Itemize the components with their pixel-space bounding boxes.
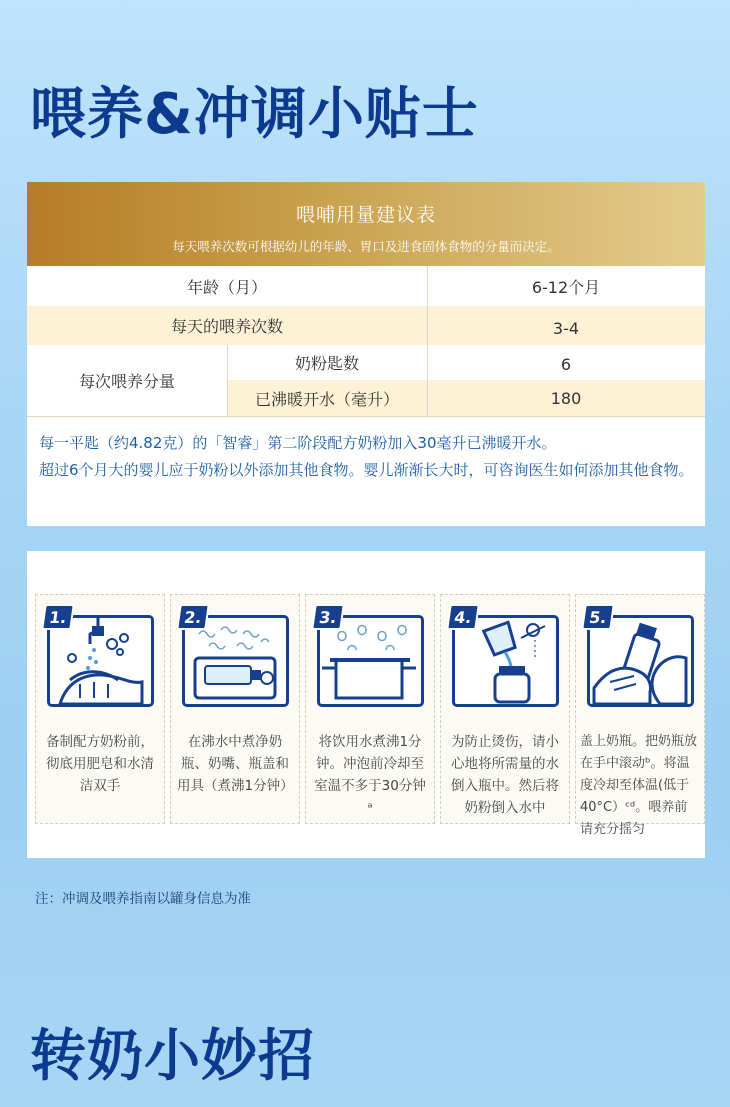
table-row [27, 266, 705, 306]
feeds-label: 每天的喂养次数 [170, 317, 283, 336]
water-label: 已沸暖开水（毫升） [254, 389, 399, 409]
step-item [305, 594, 435, 824]
page-title: 喂养&冲调小贴士 [30, 82, 479, 147]
step-caption: 备制配方奶粉前，彻底用肥皂和水清洁双手 [46, 734, 154, 794]
feeds-value: 3-4 [552, 319, 580, 338]
portion-label: 每次喂养分量 [27, 345, 227, 416]
note-line: 超过6个月大的婴儿应于奶粉以外添加其他食物。婴儿渐渐长大时，可咨询医生如何添加其他食物。 [39, 461, 694, 479]
step-item [575, 594, 705, 837]
step-item [35, 594, 165, 824]
preparation-steps-card [27, 551, 705, 858]
step-number-badge: 4. [446, 604, 480, 630]
step-caption: 将饮用水煮沸1分钟。冲泡前冷却至室温不多于30分钟ᵃ [314, 734, 426, 816]
scoops-value: 6 [560, 355, 572, 374]
age-value: 6-12个月 [531, 277, 601, 297]
scoops-label: 奶粉匙数 [294, 354, 359, 373]
table-title: 喂哺用量建议表 [295, 204, 436, 226]
age-label: 年龄（月） [186, 277, 267, 297]
table-divider [427, 266, 428, 416]
step-caption: 在沸水中煮净奶瓶、奶嘴、瓶盖和用具（煮沸1分钟） [177, 734, 294, 794]
table-subtitle: 每天喂养次数可根据幼儿的年龄、胃口及进食固体食物的分量而决定。 [172, 239, 560, 254]
disclaimer-note: 注：冲调及喂养指南以罐身信息为准 [35, 891, 251, 907]
step-number-badge: 1. [41, 604, 75, 630]
table-header [27, 182, 705, 266]
feeding-table-card [27, 182, 705, 526]
section-title: 转奶小妙招 [30, 1024, 315, 1089]
step-number-badge: 3. [311, 604, 345, 630]
note-line: 每一平匙（约4.82克）的「智睿」第二阶段配方奶粉加入30毫升已沸暖开水。 [39, 434, 557, 452]
table-row [27, 345, 705, 416]
table-divider [227, 345, 228, 416]
table-row [27, 306, 705, 345]
step-number-badge: 5. [581, 604, 615, 630]
step-caption: 盖上奶瓶。把奶瓶放在手中滚动ᵇ。将温度冷却至体温(低于40°C）ᶜᵈ。喂养前请充分摇匀 [580, 734, 698, 837]
table-notes [39, 430, 699, 484]
step-item [170, 594, 300, 824]
step-number-badge: 2. [176, 604, 210, 630]
step-item [440, 594, 570, 824]
table-divider [27, 416, 705, 417]
water-value: 180 [550, 388, 582, 408]
step-caption: 为防止烫伤，请小心地将所需量的水倒入瓶中。然后将奶粉倒入水中 [451, 734, 559, 816]
